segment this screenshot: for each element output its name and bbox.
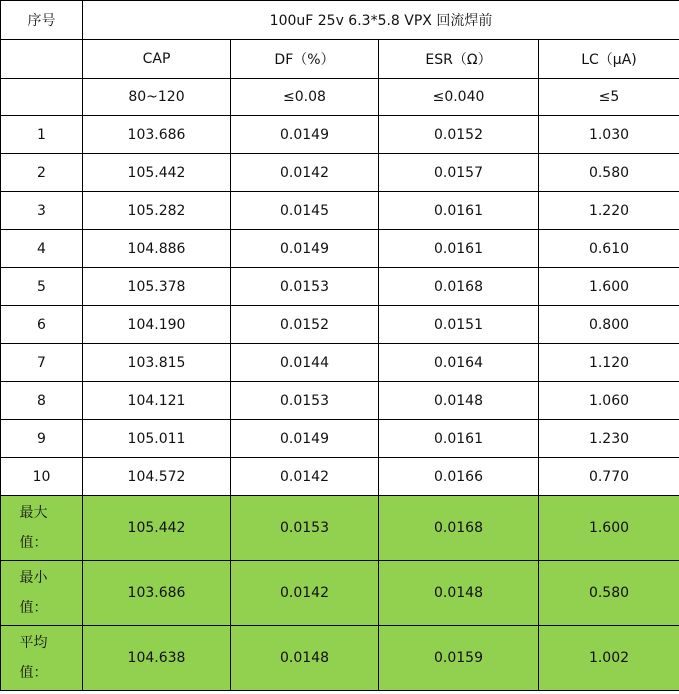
table-row <box>1 230 679 268</box>
cell-cap: 104.190 <box>83 306 231 344</box>
spec-df: ≤0.08 <box>231 79 379 116</box>
cell-esr: 0.0161 <box>379 420 539 458</box>
summary-df: 0.0148 <box>231 626 379 691</box>
spec-esr: ≤0.040 <box>379 79 539 116</box>
title-row <box>1 1 679 40</box>
row-index: 8 <box>1 382 83 420</box>
cell-cap: 104.572 <box>83 458 231 496</box>
cell-esr: 0.0166 <box>379 458 539 496</box>
table-row <box>1 116 679 154</box>
cell-esr: 0.0148 <box>379 382 539 420</box>
table-row <box>1 458 679 496</box>
row-index: 10 <box>1 458 83 496</box>
empty-cell <box>1 40 83 79</box>
row-index: 9 <box>1 420 83 458</box>
summary-row <box>1 496 679 561</box>
table-row <box>1 192 679 230</box>
summary-label: 最小值： <box>19 570 48 616</box>
empty-cell <box>1 79 83 116</box>
summary-esr: 0.0168 <box>379 496 539 561</box>
column-header-cap: CAP <box>83 40 231 79</box>
cell-lc: 0.770 <box>539 458 679 496</box>
row-index: 3 <box>1 192 83 230</box>
cell-lc: 1.600 <box>539 268 679 306</box>
summary-lc: 1.002 <box>539 626 679 691</box>
cell-df: 0.0142 <box>231 154 379 192</box>
cell-df: 0.0142 <box>231 458 379 496</box>
cell-lc: 1.060 <box>539 382 679 420</box>
cell-df: 0.0149 <box>231 116 379 154</box>
row-index: 5 <box>1 268 83 306</box>
cell-esr: 0.0161 <box>379 230 539 268</box>
cell-cap: 105.011 <box>83 420 231 458</box>
cell-lc: 1.030 <box>539 116 679 154</box>
summary-label: 平均值： <box>19 635 48 681</box>
table-row <box>1 382 679 420</box>
cell-lc: 0.610 <box>539 230 679 268</box>
cell-esr: 0.0164 <box>379 344 539 382</box>
cell-lc: 0.800 <box>539 306 679 344</box>
summary-label: 最大值： <box>19 505 48 551</box>
cell-df: 0.0153 <box>231 382 379 420</box>
cell-esr: 0.0151 <box>379 306 539 344</box>
summary-label-cell <box>1 626 83 691</box>
cell-esr: 0.0161 <box>379 192 539 230</box>
summary-cap: 103.686 <box>83 561 231 626</box>
cell-esr: 0.0152 <box>379 116 539 154</box>
column-header-esr: ESR（Ω） <box>379 40 539 79</box>
summary-lc: 1.600 <box>539 496 679 561</box>
summary-row <box>1 561 679 626</box>
table-row <box>1 306 679 344</box>
table-row <box>1 420 679 458</box>
spec-cap: 80~120 <box>83 79 231 116</box>
row-index: 4 <box>1 230 83 268</box>
cell-cap: 105.378 <box>83 268 231 306</box>
row-index: 1 <box>1 116 83 154</box>
cell-df: 0.0144 <box>231 344 379 382</box>
table-row <box>1 268 679 306</box>
cell-lc: 1.120 <box>539 344 679 382</box>
cell-df: 0.0149 <box>231 420 379 458</box>
cell-df: 0.0149 <box>231 230 379 268</box>
column-header-row <box>1 40 679 79</box>
cell-lc: 0.580 <box>539 154 679 192</box>
cell-esr: 0.0168 <box>379 268 539 306</box>
row-index: 2 <box>1 154 83 192</box>
cell-df: 0.0152 <box>231 306 379 344</box>
summary-cap: 104.638 <box>83 626 231 691</box>
table-row <box>1 344 679 382</box>
table-row <box>1 154 679 192</box>
summary-esr: 0.0159 <box>379 626 539 691</box>
summary-df: 0.0153 <box>231 496 379 561</box>
cell-df: 0.0145 <box>231 192 379 230</box>
cell-cap: 105.282 <box>83 192 231 230</box>
index-header: 序号 <box>1 1 83 40</box>
cell-lc: 1.230 <box>539 420 679 458</box>
row-index: 6 <box>1 306 83 344</box>
cell-esr: 0.0157 <box>379 154 539 192</box>
cell-cap: 104.121 <box>83 382 231 420</box>
summary-lc: 0.580 <box>539 561 679 626</box>
column-header-df: DF（%） <box>231 40 379 79</box>
cell-df: 0.0153 <box>231 268 379 306</box>
cell-cap: 105.442 <box>83 154 231 192</box>
cell-lc: 1.220 <box>539 192 679 230</box>
summary-esr: 0.0148 <box>379 561 539 626</box>
column-header-lc: LC（μA) <box>539 40 679 79</box>
summary-label-cell <box>1 561 83 626</box>
spec-lc: ≤5 <box>539 79 679 116</box>
cell-cap: 103.686 <box>83 116 231 154</box>
spec-row <box>1 79 679 116</box>
summary-cap: 105.442 <box>83 496 231 561</box>
cell-cap: 104.886 <box>83 230 231 268</box>
row-index: 7 <box>1 344 83 382</box>
summary-label-cell <box>1 496 83 561</box>
table-title: 100uF 25v 6.3*5.8 VPX 回流焊前 <box>83 1 679 40</box>
summary-df: 0.0142 <box>231 561 379 626</box>
summary-row <box>1 626 679 691</box>
cell-cap: 103.815 <box>83 344 231 382</box>
